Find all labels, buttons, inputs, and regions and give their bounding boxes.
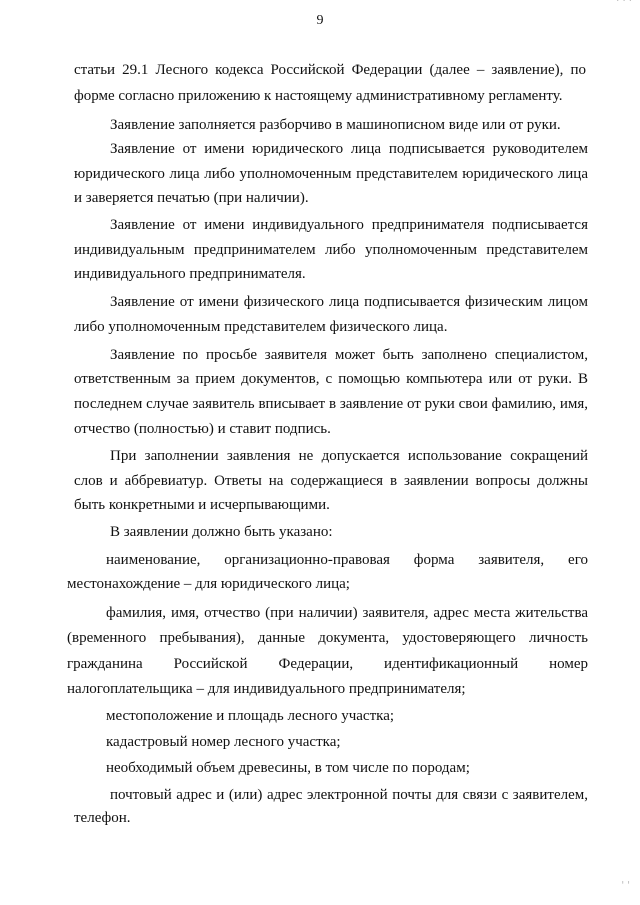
text-line: быть конкретными и исчерпывающими. bbox=[74, 497, 330, 513]
text-line: местонахождение – для юридического лица; bbox=[67, 576, 350, 592]
text-line: почтовый адрес и (или) адрес электронной почты для связи с заявителем, bbox=[110, 787, 588, 803]
text-line: местоположение и площадь лесного участка; bbox=[106, 708, 395, 724]
text-line: телефон. bbox=[74, 810, 131, 826]
text-line: и заверяется печатью (при наличии). bbox=[74, 190, 309, 206]
text-line: либо уполномоченным представителем физического лица. bbox=[74, 319, 448, 335]
text-line: отчество (полностью) и ставит подпись. bbox=[74, 421, 331, 437]
text-line: Заявление от имени физического лица подписывается физическим лицом bbox=[110, 294, 588, 310]
scan-mark-bottom: ' ' bbox=[621, 880, 630, 891]
text-line: индивидуального предпринимателя. bbox=[74, 266, 306, 282]
scan-mark-top: · · · bbox=[616, 0, 632, 7]
page-number: 9 bbox=[316, 13, 324, 28]
text-line: слов и аббревиатур. Ответы на содержащиеся в заявлении вопросы должны bbox=[74, 473, 588, 489]
text-line: фамилия, имя, отчество (при наличии) заявителя, адрес места жительства bbox=[106, 605, 588, 621]
text-line: Заявление от имени юридического лица подписывается руководителем bbox=[110, 141, 588, 157]
text-line: юридического лица либо уполномоченным представителем юридического лица bbox=[74, 166, 588, 182]
text-line: наименование, организационно-правовая форма заявителя, его bbox=[106, 552, 588, 568]
text-line: необходимый объем древесины, в том числе по породам; bbox=[106, 760, 470, 776]
text-line: налогоплательщика – для индивидуального предпринимателя; bbox=[67, 681, 466, 697]
text-line: Заявление от имени индивидуального предпринимателя подписывается bbox=[110, 217, 588, 233]
text-line: (временного пребывания), данные документа, удостоверяющего личность bbox=[67, 630, 588, 646]
text-line: ответственным за прием документов, с помощью компьютера или от руки. В bbox=[74, 371, 588, 387]
text-line: При заполнении заявления не допускается использование сокращений bbox=[110, 448, 588, 464]
text-line: индивидуальным предпринимателем либо уполномоченным представителем bbox=[74, 242, 588, 258]
text-line: последнем случае заявитель вписывает в заявление от руки свои фамилию, имя, bbox=[74, 396, 588, 412]
text-line: Заявление по просьбе заявителя может быть заполнено специалистом, bbox=[110, 347, 588, 363]
text-line: кадастровый номер лесного участка; bbox=[106, 734, 341, 750]
text-line: статьи 29.1 Лесного кодекса Российской Федерации (далее – заявление), по bbox=[74, 62, 586, 78]
text-line: В заявлении должно быть указано: bbox=[110, 524, 333, 540]
text-line: гражданина Российской Федерации, идентификационный номер bbox=[67, 656, 588, 672]
text-line: Заявление заполняется разборчиво в машинописном виде или от руки. bbox=[110, 117, 561, 133]
text-line: форме согласно приложению к настоящему административному регламенту. bbox=[74, 88, 563, 104]
